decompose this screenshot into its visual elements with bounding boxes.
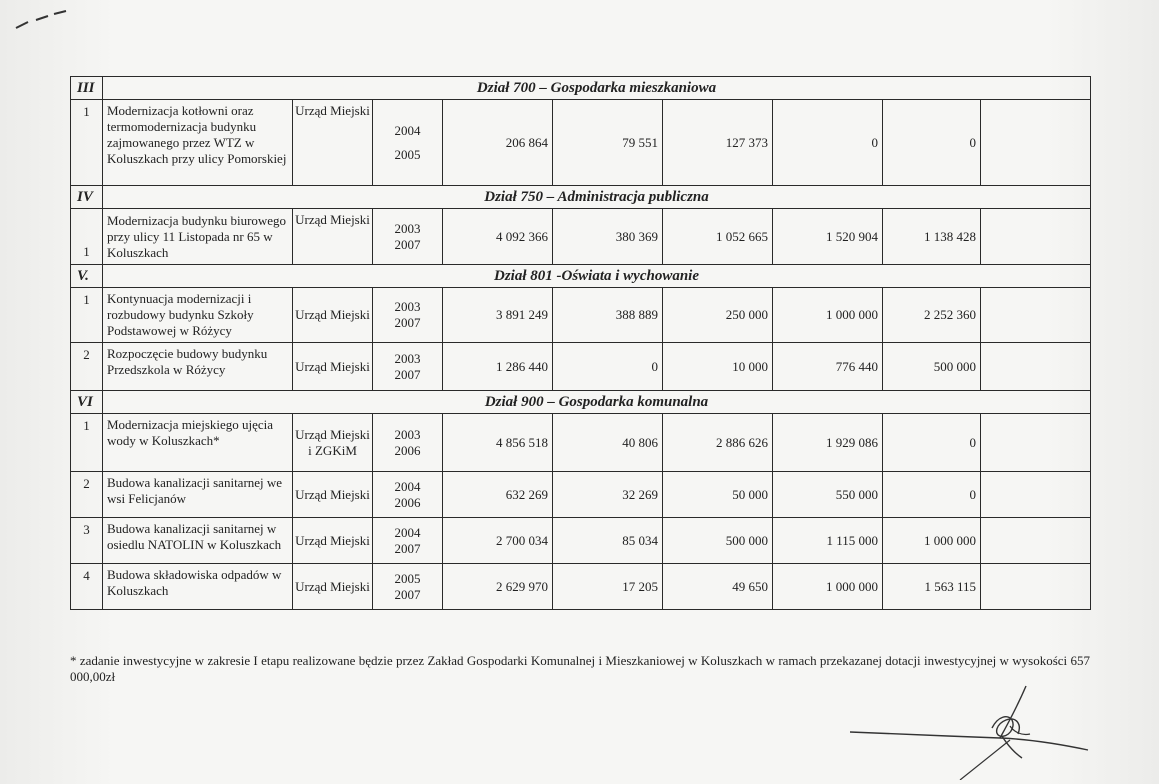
section-number: IV: [71, 186, 103, 209]
task-name: Kontynuacja modernizacji i rozbudowy budynku Szkoły Podstawowej w Różycy: [103, 288, 293, 343]
value-col-2: 17 205: [553, 564, 663, 610]
table-row: [71, 564, 1091, 610]
row-number: 2: [71, 472, 103, 518]
value-col-5: 0: [883, 472, 981, 518]
year-from: 2004: [394, 524, 421, 540]
year-to: 2007: [394, 540, 421, 556]
section-number: III: [71, 77, 103, 100]
table-row: [71, 100, 1091, 186]
period-cell: [373, 209, 443, 265]
section-header-row: [71, 391, 1091, 414]
section-title: Dział 700 – Gospodarka mieszkaniowa: [103, 77, 1091, 100]
year-from: 2003: [394, 220, 421, 236]
year-from: 2003: [394, 350, 421, 366]
task-name: Modernizacja miejskiego ujęcia wody w Koluszkach*: [103, 414, 293, 472]
empty-cell: [981, 100, 1091, 186]
total-value: 632 269: [443, 472, 553, 518]
value-col-2: 40 806: [553, 414, 663, 472]
value-col-3: 127 373: [663, 100, 773, 186]
table-row: [71, 414, 1091, 472]
section-title: Dział 900 – Gospodarka komunalna: [103, 391, 1091, 414]
table-row: [71, 472, 1091, 518]
row-number: 1: [71, 100, 103, 186]
value-col-3: 250 000: [663, 288, 773, 343]
section-number: V.: [71, 265, 103, 288]
row-number: 1: [71, 288, 103, 343]
year-to: 2005: [394, 146, 421, 162]
value-col-5: 1 563 115: [883, 564, 981, 610]
table-row: [71, 209, 1091, 265]
period-cell: [373, 343, 443, 391]
value-col-3: 2 886 626: [663, 414, 773, 472]
value-col-2: 380 369: [553, 209, 663, 265]
total-value: 1 286 440: [443, 343, 553, 391]
executing-unit: Urząd Miejski: [293, 209, 373, 265]
task-name: Modernizacja budynku biurowego przy ulicy 11 Listopada nr 65 w Koluszkach: [103, 209, 293, 265]
value-col-3: 1 052 665: [663, 209, 773, 265]
period-cell: [373, 472, 443, 518]
year-from: 2004: [394, 122, 421, 138]
row-number: 1: [71, 414, 103, 472]
total-value: 3 891 249: [443, 288, 553, 343]
value-col-3: 500 000: [663, 518, 773, 564]
executing-unit: Urząd Miejski: [293, 564, 373, 610]
value-col-4: 1 000 000: [773, 564, 883, 610]
year-to: 2007: [394, 236, 421, 252]
value-col-2: 32 269: [553, 472, 663, 518]
row-number: 1: [71, 209, 103, 265]
executing-unit: Urząd Miejski: [293, 100, 373, 186]
row-number: 2: [71, 343, 103, 391]
table-row: [71, 518, 1091, 564]
year-to: 2007: [394, 315, 421, 330]
value-col-5: 1 138 428: [883, 209, 981, 265]
empty-cell: [981, 209, 1091, 265]
period-cell: [373, 564, 443, 610]
investment-plan-table: [70, 76, 1091, 610]
handwritten-signature: [850, 680, 1090, 780]
value-col-4: 0: [773, 100, 883, 186]
value-col-5: 1 000 000: [883, 518, 981, 564]
year-from: 2003: [394, 426, 421, 442]
section-title: Dział 750 – Administracja publiczna: [103, 186, 1091, 209]
year-from: 2005: [394, 570, 421, 586]
empty-cell: [981, 343, 1091, 391]
year-to: 2007: [394, 366, 421, 382]
period-cell: [373, 414, 443, 472]
empty-cell: [981, 518, 1091, 564]
year-from: 2004: [394, 478, 421, 494]
executing-unit: Urząd Miejski: [293, 288, 373, 343]
empty-cell: [981, 414, 1091, 472]
empty-cell: [981, 288, 1091, 343]
value-col-4: 776 440: [773, 343, 883, 391]
value-col-2: 388 889: [553, 288, 663, 343]
task-name: Budowa kanalizacji sanitarnej we wsi Felicjanów: [103, 472, 293, 518]
total-value: 2 629 970: [443, 564, 553, 610]
executing-unit: Urząd Miejski: [293, 472, 373, 518]
section-title: Dział 801 -Oświata i wychowanie: [103, 265, 1091, 288]
total-value: 206 864: [443, 100, 553, 186]
value-col-2: 79 551: [553, 100, 663, 186]
value-col-3: 10 000: [663, 343, 773, 391]
executing-unit: Urząd Miejski i ZGKiM: [293, 414, 373, 472]
section-number: VI: [71, 391, 103, 414]
empty-cell: [981, 472, 1091, 518]
table-row: [71, 288, 1091, 343]
executing-unit: Urząd Miejski: [293, 518, 373, 564]
row-number: 4: [71, 564, 103, 610]
table-row: [71, 343, 1091, 391]
year-from: 2003: [394, 299, 421, 314]
value-col-5: 500 000: [883, 343, 981, 391]
period-cell: [373, 288, 443, 343]
value-col-5: 0: [883, 100, 981, 186]
value-col-4: 1 929 086: [773, 414, 883, 472]
task-name: Modernizacja kotłowni oraz termomodernizacja budynku zajmowanego przez WTZ w Koluszkach przy ulicy Pomorskiej: [103, 100, 293, 186]
total-value: 4 856 518: [443, 414, 553, 472]
task-name: Budowa składowiska odpadów w Koluszkach: [103, 564, 293, 610]
section-header-row: [71, 265, 1091, 288]
scan-speck-mark: [14, 8, 74, 32]
value-col-3: 50 000: [663, 472, 773, 518]
value-col-4: 1 520 904: [773, 209, 883, 265]
value-col-4: 550 000: [773, 472, 883, 518]
task-name: Budowa kanalizacji sanitarnej w osiedlu NATOLIN w Koluszkach: [103, 518, 293, 564]
total-value: 4 092 366: [443, 209, 553, 265]
value-col-3: 49 650: [663, 564, 773, 610]
executing-unit: Urząd Miejski: [293, 343, 373, 391]
value-col-4: 1 000 000: [773, 288, 883, 343]
year-to: 2007: [394, 586, 421, 602]
year-to: 2006: [394, 494, 421, 510]
empty-cell: [981, 564, 1091, 610]
period-cell: [373, 100, 443, 186]
value-col-5: 2 252 360: [883, 288, 981, 343]
value-col-2: 0: [553, 343, 663, 391]
value-col-2: 85 034: [553, 518, 663, 564]
task-name: Rozpoczęcie budowy budynku Przedszkola w Różycy: [103, 343, 293, 391]
value-col-5: 0: [883, 414, 981, 472]
section-header-row: [71, 186, 1091, 209]
year-to: 2006: [394, 442, 421, 458]
footnote: * zadanie inwestycyjne w zakresie I etapu realizowane będzie przez Zakład Gospodarki Komunalnej i Mieszkaniowej w Koluszkach w ramach przekazanej dotacji inwestycyjnej w wysokości 657 000,00zł: [70, 653, 1090, 684]
total-value: 2 700 034: [443, 518, 553, 564]
period-cell: [373, 518, 443, 564]
value-col-4: 1 115 000: [773, 518, 883, 564]
section-header-row: [71, 77, 1091, 100]
row-number: 3: [71, 518, 103, 564]
